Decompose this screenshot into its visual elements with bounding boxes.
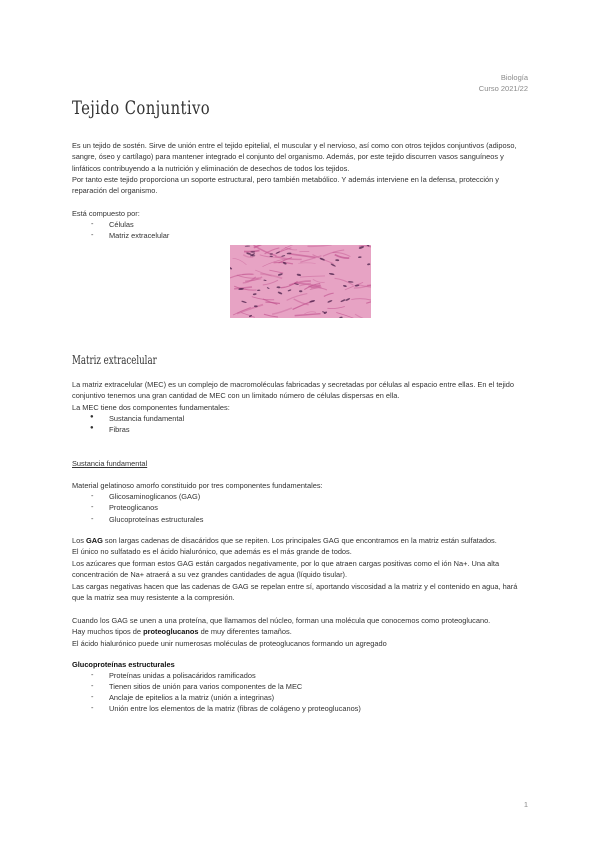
mec-paragraph-2: La MEC tiene dos componentes fundamentales: [72,403,230,412]
list-item: Sustancia fundamental [109,414,185,423]
gag-line-3: Los azúcares que forman estos GAG están cargados negativamente, por lo que atraen cargas positivas como el ión Na+. Una alta concentración de Na+ atraerá a su vez grandes cantidades de agua (líquido tisular). [72,558,500,580]
list-item: Anclaje de epitelios a la matriz (unión a integrinas) [109,693,275,702]
list-item: Proteínas unidas a polisacáridos ramificados [109,671,256,680]
header-subject: Biología [500,73,528,82]
pg-line-2-pre: Hay muchos tipos de [72,627,144,637]
list-dash: - [91,703,94,712]
list-dash: - [91,670,94,679]
intro-paragraph-2: Por tanto este tejido proporciona un soporte estructural, pero también metabólico. Y además interviene en la defensa, protección y reparación del organismo. [72,175,499,196]
list-item: Unión entre los elementos de la matriz (fibras de colágeno y proteoglucanos) [109,704,361,713]
list-item: Glicosaminoglicanos (GAG) [109,492,201,501]
sf-intro: Material gelatinoso amorfo constituido por tres componentes fundamentales: [72,481,323,490]
pg-term: proteoglucanos [143,627,199,637]
list-dash: - [91,219,94,228]
sf-heading: Sustancia fundamental [72,459,148,468]
gag-paragraph [72,535,528,603]
mec-heading: Matriz extracelular [72,353,157,367]
composed-label: Está compuesto por: [72,209,140,218]
list-item: Tienen sitios de unión para varios componentes de la MEC [109,682,303,691]
ge-heading: Glucoproteínas estructurales [72,660,175,669]
bullet-dot: ● [90,414,94,420]
bullet-dot: ● [90,425,94,431]
list-dash: - [91,681,94,690]
connective-tissue-micrograph [230,245,371,318]
list-item: Proteoglicanos [109,503,158,512]
list-dash: - [91,230,94,239]
list-item: Glucoproteínas estructurales [109,515,204,524]
list-dash: - [91,502,94,511]
gag-pre: Los [72,536,86,545]
mec-paragraph-1: La matriz extracelular (MEC) es un complejo de macromoléculas fabricadas y secretadas por células al espacio entre ellas. En el tejido conjuntivo tenemos una gran cantidad de MEC con un limitado número de células dispersas en ella. [72,380,515,401]
list-item: Fibras [109,425,130,434]
document-header [479,73,528,94]
page-title: Tejido Conjuntivo [72,97,211,119]
list-item: Células [109,220,134,229]
page-number: 1 [523,800,528,809]
gag-post: son largas cadenas de disacáridos que se repiten. Los principales GAG que encontramos en la matriz están sulfatados. [102,536,497,545]
list-dash: - [91,491,94,500]
pg-line-2-post: de muy diferentes tamaños. [198,627,292,637]
intro-paragraph-1: Es un tejido de sostén. Sirve de unión entre el tejido epitelial, el muscular y el nervioso, así como con otros tejidos conjuntivos (adiposo, sangre, óseo y cartílago) para mantener integrado el conjunto del organismo. Además, por este tejido discurren vasos sanguíneos y linfáticos contribuyendo a la nutrición y eliminación de desechos de todos los tejidos. [72,141,517,173]
list-dash: - [91,692,94,701]
gag-line-2: El único no sulfatado es el ácido hialurónico, que además es el más grande de todos. [72,547,352,557]
header-course: Curso 2021/22 [478,83,528,93]
proteoglycan-paragraph [72,615,528,649]
pg-line-3: El ácido hialurónico puede unir numerosas moléculas de proteoglucanos formando un agregado [72,638,387,648]
list-dash: - [91,514,94,523]
pg-line-1: Cuando los GAG se unen a una proteína, que llamamos del núcleo, forman una molécula que conocemos como proteoglucano. [72,616,491,625]
gag-term: GAG [85,536,103,545]
gag-line-4: Las cargas negativas hacen que las cadenas de GAG se repelan entre sí, aportando viscosidad a la matriz y el contenido en agua, hará que la matriz sea muy resistente a la compresión. [72,581,518,603]
list-item: Matriz extracelular [109,231,170,240]
